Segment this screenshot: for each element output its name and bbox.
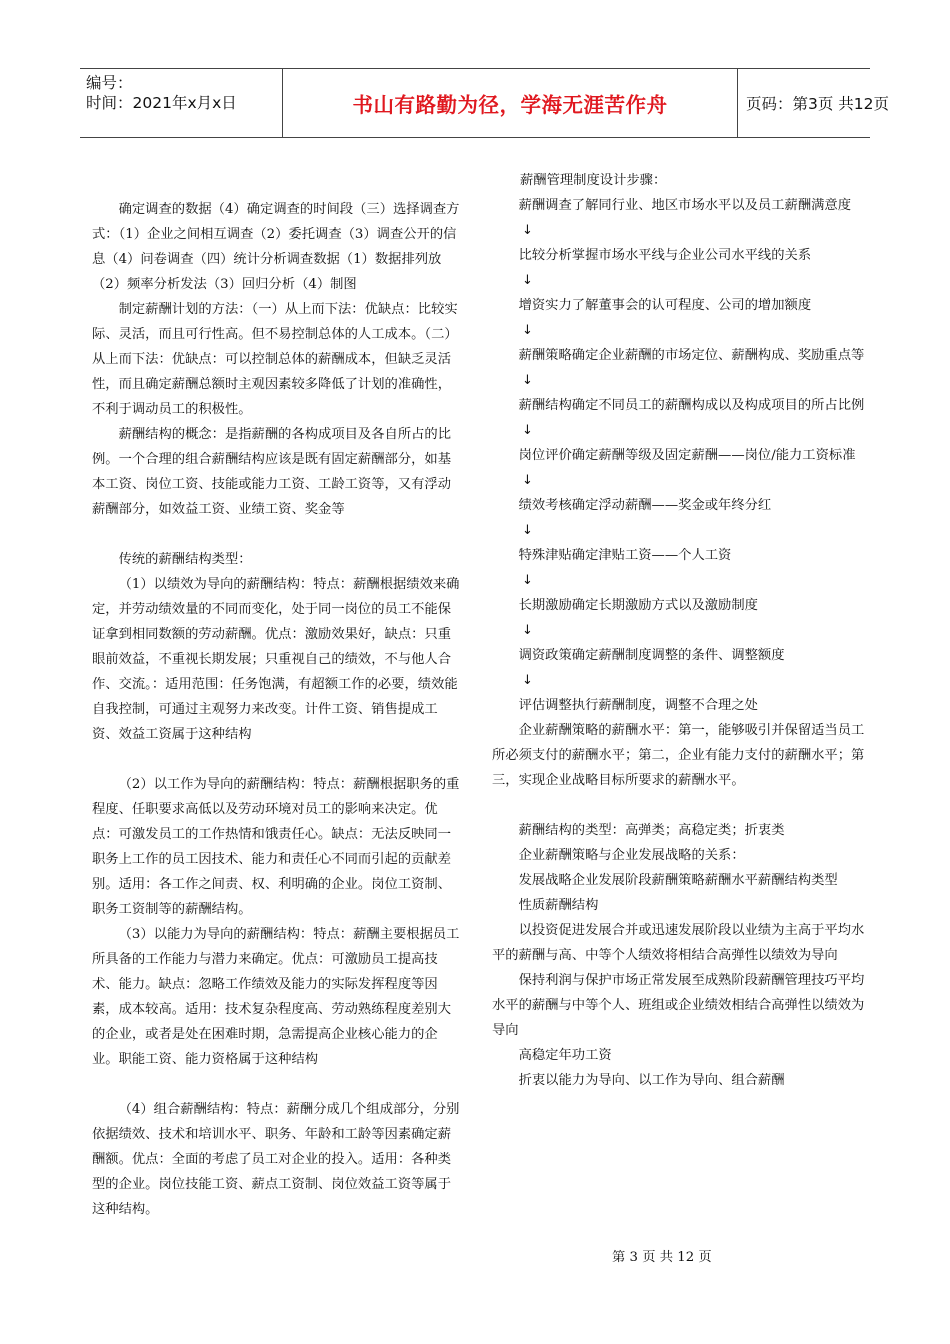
step-item: 薪酬策略确定企业薪酬的市场定位、薪酬构成、奖励重点等 — [518, 348, 865, 363]
down-arrow-icon: ↓ — [522, 423, 533, 438]
time-label: 时间：2021年x月x日 — [86, 94, 237, 112]
paragraph-nature: 性质薪酬结构 — [518, 898, 599, 913]
footer-page-number: 第 3 页 共 12 页 — [612, 1250, 712, 1265]
step-item: 特殊津贴确定津贴工资——个人工资 — [518, 548, 732, 563]
paragraph-structure-types: 薪酬结构的类型：高弹类；高稳定类；折衷类 — [518, 823, 785, 838]
paragraph-survey: 确定调查的数据（4）确定调查的时间段（三）选择调查方式：（1）企业之间相互调查（2）委托调查（3）调查公开的信息（4）问卷调查（四）统计分析调查数据（1）数据排列放（2）频率分析发法（3）回归分析（4）制图 — [92, 202, 460, 292]
down-arrow-icon: ↓ — [522, 373, 533, 388]
paragraph-compromise: 折衷以能力为导向、以工作为导向、组合薪酬 — [518, 1073, 785, 1088]
down-arrow-icon: ↓ — [522, 573, 533, 588]
step-item: 增资实力了解董事会的认可程度、公司的增加额度 — [518, 298, 812, 313]
number-label: 编号： — [86, 74, 133, 92]
step-item: 绩效考核确定浮动薪酬——奖金或年终分红 — [518, 498, 772, 513]
step-item: 比较分析掌握市场水平线与企业公司水平线的关系 — [518, 248, 812, 263]
paragraph-traditional-types: 传统的薪酬结构类型： — [118, 552, 252, 567]
paragraph-combined: （4）组合薪酬结构：特点：薪酬分成几个组成部分，分别依据绩效、技术和培训水平、职务、年龄和工龄等因素确定薪酬额。优点：全面的考虑了员工对企业的投入。适用：各种类型的企业。岗位技能工资、薪点工资制、岗位效益工资等属于这种结构。 — [92, 1102, 460, 1217]
paragraph-plan-methods: 制定薪酬计划的方法：（一）从上而下法：优缺点：比较实际、灵活，而且可行性高。但不易控制总体的人工成本。（二）从上而下法：优缺点：可以控制总体的薪酬成本，但缺乏灵活性，而且确定薪酬总额时主观因素较多降低了计划的准确性，不利于调动员工的积极性。 — [92, 302, 458, 417]
header-meta — [80, 69, 283, 137]
paragraph-invest: 以投资促进发展合并或迅速发展阶段以业绩为主高于平均水平的薪酬与高、中等个人绩效将相结合高弹性以绩效为导向 — [492, 923, 865, 963]
step-item: 岗位评价确定薪酬等级及固定薪酬——岗位/能力工资标准 — [518, 448, 856, 463]
paragraph-performance-oriented: （1）以绩效为导向的薪酬结构：特点：薪酬根据绩效来确定，并劳动绩效量的不同而变化，处于同一岗位的员工不能保证拿到相同数额的劳动薪酬。优点：激励效果好，缺点：只重眼前效益，不重视长期发展；只重视自己的绩效，不与他人合作、交流。：适用范围：任务饱满，有超额工作的必要，绩效能自我控制，可通过主观努力来改变。计件工资、销售提成工资、效益工资属于这种结构 — [92, 577, 460, 742]
down-arrow-icon: ↓ — [522, 223, 533, 238]
left-column — [92, 172, 462, 1222]
down-arrow-icon: ↓ — [522, 273, 533, 288]
step-item: 薪酬调查了解同行业、地区市场水平以及员工薪酬满意度 — [518, 198, 852, 213]
page-code: 页码：第3页 共12页 — [746, 95, 890, 113]
step-item: 调资政策确定薪酬制度调整的条件、调整额度 — [518, 648, 785, 663]
steps-title: 薪酬管理制度设计步骤： — [520, 173, 667, 188]
step-item: 评估调整执行薪酬制度，调整不合理之处 — [518, 698, 758, 713]
paragraph-job-oriented: （2）以工作为导向的薪酬结构：特点：薪酬根据职务的重程度、任职要求高低以及劳动环境对员工的影响来决定。优点：可激发员工的工作热情和饿责任心。缺点：无法反映同一职务上工作的员工因技术、能力和责任心不同而引起的贡献差别。适用：各工作之间责、权、利明确的企业。岗位工资制、职务工资制等的薪酬结构。 — [92, 777, 460, 917]
down-arrow-icon: ↓ — [522, 623, 533, 638]
paragraph-keep-profit: 保持利润与保护市场正常发展至成熟阶段薪酬管理技巧平均水平的薪酬与中等个人、班组或企业绩效相结合高弹性以绩效为导向 — [492, 973, 865, 1038]
page-header — [80, 68, 890, 138]
down-arrow-icon: ↓ — [522, 673, 533, 688]
step-item: 薪酬结构确定不同员工的薪酬构成以及构成项目的所占比例 — [518, 398, 865, 413]
paragraph-structure-concept: 薪酬结构的概念：是指薪酬的各构成项目及各自所占的比例。一个合理的组合薪酬结构应该是既有固定薪酬部分，如基本工资、岗位工资、技能或能力工资、工龄工资等，又有浮动薪酬部分，如效益工资、业绩工资、奖金等 — [92, 427, 452, 517]
paragraph-strategy-relation: 企业薪酬策略与企业发展战略的关系： — [518, 848, 745, 863]
paragraph-stable: 高稳定年功工资 — [518, 1048, 612, 1063]
down-arrow-icon: ↓ — [522, 323, 533, 338]
header-motto-cell — [283, 69, 738, 137]
right-column — [492, 168, 868, 1093]
down-arrow-icon: ↓ — [522, 523, 533, 538]
step-item: 长期激励确定长期激励方式以及激励制度 — [518, 598, 758, 613]
paragraph-table-head: 发展战略企业发展阶段薪酬策略薪酬水平薪酬结构类型 — [518, 873, 838, 888]
down-arrow-icon: ↓ — [522, 473, 533, 488]
paragraph-pay-level: 企业薪酬策略的薪酬水平：第一，能够吸引并保留适当员工所必须支付的薪酬水平；第二，企业有能力支付的薪酬水平；第三，实现企业战略目标所要求的薪酬水平。 — [492, 723, 865, 788]
motto-text: 书山有路勤为径，学海无涯苦作舟 — [352, 93, 668, 117]
paragraph-ability-oriented: （3）以能力为导向的薪酬结构：特点：薪酬主要根据员工所具备的工作能力与潜力来确定。优点：可激励员工提高技术、能力。缺点：忽略工作绩效及能力的实际发挥程度等因素，成本较高。适用：技术复杂程度高、劳动熟练程度差别大的企业，或者是处在困难时期，急需提高企业核心能力的企业。职能工资、能力资格属于这种结构 — [92, 927, 460, 1067]
